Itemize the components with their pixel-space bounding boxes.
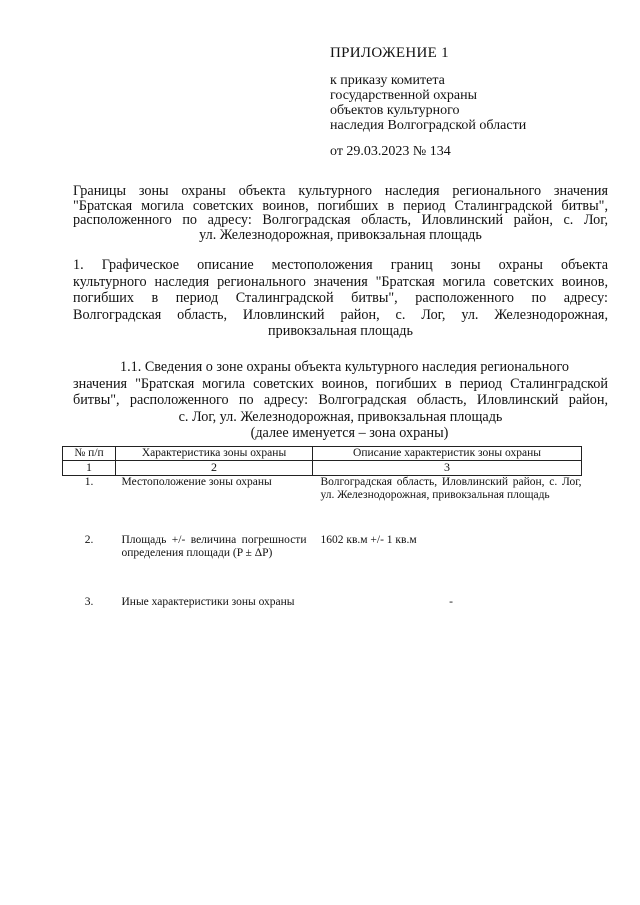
row-number: 3.: [84, 595, 94, 608]
appendix-line: наследия Волгоградской области: [330, 118, 527, 133]
section-1-line: культурного наследия регионального значения "Братская могила советских воинов,: [73, 273, 608, 290]
section-1-line: привокзальная площадь: [268, 323, 413, 339]
heading-line: "Братская могила советских воинов, погибших в период Сталинградской битвы",: [73, 197, 608, 214]
header-characteristic: Характеристика зоны охраны: [116, 447, 313, 461]
row-characteristic: Иные характеристики зоны охраны: [121, 595, 295, 608]
order-date-number: от 29.03.2023 № 134: [330, 144, 451, 159]
zone-characteristics-table: [62, 446, 582, 636]
appendix-line: объектов культурного: [330, 103, 460, 118]
appendix-line: государственной охраны: [330, 88, 478, 103]
heading-line: Границы зоны охраны объекта культурного наследия регионального значения: [73, 183, 608, 199]
table-header-row: [63, 447, 582, 461]
appendix-line: к приказу комитета: [330, 73, 445, 88]
row-description: 1602 кв.м +/- 1 кв.м: [320, 533, 417, 546]
document-heading: [73, 184, 608, 242]
row-number: 2.: [84, 533, 94, 546]
section-1-1-text: [73, 359, 608, 442]
appendix-title: ПРИЛОЖЕНИЕ 1: [330, 45, 449, 61]
section-1-1-line: 1.1. Сведения о зоне охраны объекта культурного наследия регионального: [120, 359, 570, 375]
index-cell: 3: [313, 461, 582, 476]
section-1-line: Волгоградская область, Иловлинский район, с. Лог, ул. Железнодорожная,: [73, 306, 608, 323]
section-1-1-line: (далее именуется – зона охраны): [250, 425, 449, 441]
heading-line: ул. Железнодорожная, привокзальная площадь: [199, 226, 482, 243]
table-row: [63, 476, 582, 534]
section-1-line: 1. Графическое описание местоположения границ зоны охраны объекта: [73, 257, 608, 273]
row-description: Волгоградская область, Иловлинский район, с. Лог, ул. Железнодорожная, привокзальная площадь: [320, 476, 582, 501]
header-number: № п/п: [63, 447, 116, 461]
row-number: 1.: [84, 476, 94, 488]
row-description: -: [449, 595, 453, 608]
table-index-row: [63, 461, 582, 476]
table-row: [63, 596, 582, 636]
section-1-1-line: значения "Братская могила советских воинов, погибших в период Сталинградской: [73, 375, 608, 392]
section-1-1-line: с. Лог, ул. Железнодорожная, привокзальная площадь: [178, 408, 503, 425]
appendix-header: [330, 46, 526, 159]
index-cell: 2: [116, 461, 313, 476]
section-1-1-line: битвы", расположенного по адресу: Волгоградская область, Иловлинский район,: [73, 392, 608, 408]
row-characteristic: Площадь +/- величина погрешности определения площади (P ± ΔP): [121, 533, 307, 559]
heading-line: расположенного по адресу: Волгоградская область, Иловлинский район, с. Лог,: [73, 212, 608, 228]
header-description: Описание характеристик зоны охраны: [313, 447, 582, 461]
section-1-line: погибших в период Сталинградской битвы", расположенного по адресу:: [73, 290, 608, 306]
table-row: [63, 534, 582, 596]
index-cell: 1: [63, 461, 116, 476]
row-characteristic: Местоположение зоны охраны: [121, 476, 272, 488]
section-1-text: [73, 257, 608, 340]
